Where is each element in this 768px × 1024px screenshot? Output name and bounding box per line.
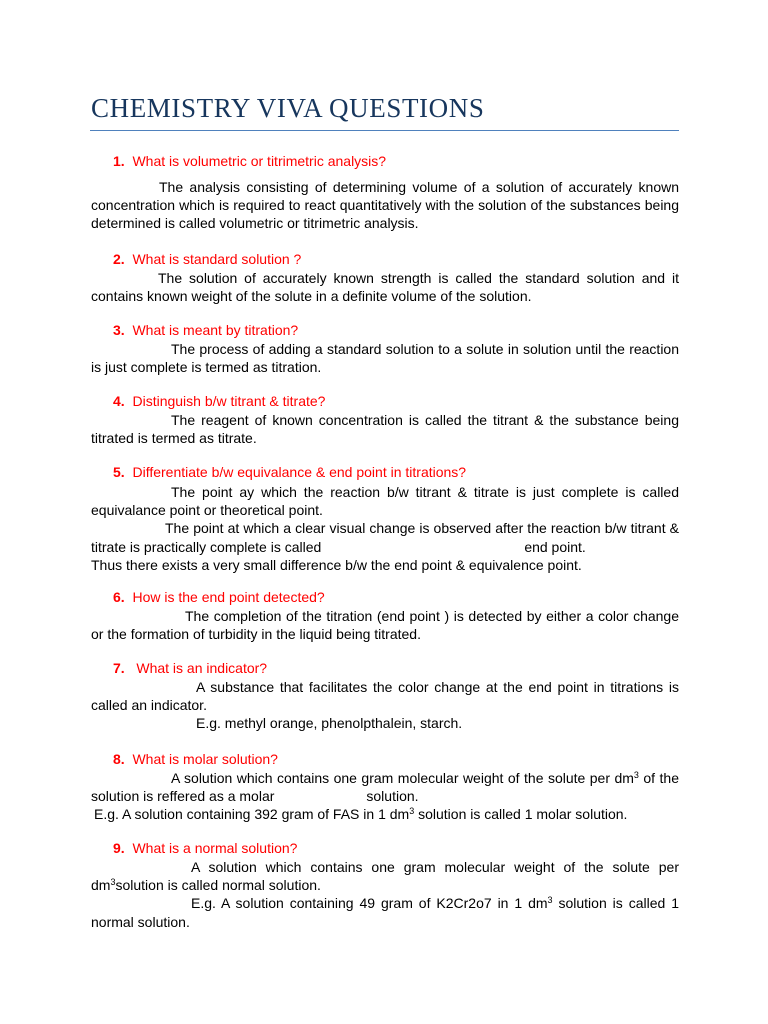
question-text: What is meant by titration? [132, 322, 299, 338]
answer-8 [91, 769, 679, 824]
answer-sentence: end point. [524, 538, 586, 555]
question-7 [113, 660, 679, 677]
superscript: 3 [633, 770, 639, 780]
answer-paragraph: The completion of the titration (end point ) is detected by either a color change or the formation of turbidity in the liquid being titrated. [91, 608, 679, 643]
answer-sentence: A solution which contains one gram molecular weight of the solute per dm [91, 859, 679, 894]
answer-paragraph [91, 769, 679, 805]
question-2 [113, 251, 679, 268]
question-number: 2. [113, 251, 125, 267]
answer-sentence: solution is called 1 molar solution. [414, 806, 628, 823]
question-number: 4. [113, 393, 125, 409]
question-text: What is standard solution ? [132, 251, 302, 267]
answer-sentence: solution. [366, 788, 419, 805]
answer-paragraph [91, 858, 679, 894]
question-number: 6. [113, 589, 125, 605]
answer-sentence: The point at which a clear visual change is observed after the reaction b/w titrant & titrate is practically complete is called [91, 520, 679, 555]
superscript: 3 [110, 877, 116, 888]
question-text: Distinguish b/w titrant & titrate? [132, 393, 326, 409]
answer-sentence: A solution which contains one gram molecular weight of the solute per dm [171, 770, 634, 786]
answer-3 [91, 340, 679, 376]
question-number: 5. [113, 464, 125, 480]
answer-paragraph: The reagent of known concentration is called the titrant & the substance being titrated is termed as titrate. [91, 412, 679, 447]
question-5 [113, 464, 679, 481]
title-underline [90, 130, 679, 131]
answer-4 [91, 411, 679, 447]
question-text: What is an indicator? [136, 660, 268, 676]
superscript: 3 [547, 895, 553, 906]
answer-sentence: solution is called normal solution. [115, 877, 321, 894]
question-text: How is the end point detected? [132, 589, 325, 605]
answer-paragraph: The analysis consisting of determining volume of a solution of accurately known concentration which is required to react quantitatively with the solution of the substances being determined is called volumetric or titrimetric analysis. [91, 179, 679, 232]
page-title: CHEMISTRY VIVA QUESTIONS [91, 93, 485, 123]
answer-sentence: of the solution is reffered as a molar [91, 770, 680, 805]
question-9 [113, 840, 679, 857]
answer-example [91, 894, 679, 930]
answer-example: E.g. methyl orange, phenolpthalein, starch. [196, 715, 463, 732]
answer-sentence: E.g. A solution containing 49 gram of K2Cr2o7 in 1 dm [191, 895, 548, 912]
question-4 [113, 393, 679, 410]
answer-sentence: solution is called 1 normal solution. [91, 895, 679, 930]
answer-sentence: E.g. A solution containing 392 gram of FAS in 1 dm [94, 806, 410, 823]
question-3 [113, 322, 679, 339]
answer-paragraph: The process of adding a standard solution to a solute in solution until the reaction is just complete is termed as titration. [91, 341, 679, 376]
answer-paragraph: The point ay which the reaction b/w titrant & titrate is just complete is called equivalance point or theoretical point. [91, 484, 679, 519]
question-text: Differentiate b/w equivalance & end point in titrations? [132, 464, 467, 480]
answer-paragraph [91, 519, 679, 555]
answer-6 [91, 607, 679, 643]
question-number: 1. [113, 153, 125, 169]
question-text: What is molar solution? [132, 751, 278, 767]
answer-paragraph: Thus there exists a very small difference b/w the end point & equivalence point. [91, 556, 582, 573]
answer-5 [91, 483, 679, 574]
answer-1 [91, 178, 679, 233]
question-number: 9. [113, 840, 125, 856]
answer-9 [91, 858, 679, 931]
answer-paragraph: A substance that facilitates the color change at the end point in titrations is called an indicator. [91, 679, 679, 714]
answer-2 [91, 269, 679, 305]
superscript: 3 [409, 806, 415, 817]
answer-paragraph: The solution of accurately known strength is called the standard solution and it contains known weight of the solute in a definite volume of the solution. [91, 270, 679, 305]
question-text: What is a normal solution? [132, 840, 298, 856]
question-8 [113, 751, 679, 768]
question-number: 8. [113, 751, 125, 767]
answer-7 [91, 678, 679, 733]
question-number: 3. [113, 322, 125, 338]
question-text: What is volumetric or titrimetric analysis? [132, 153, 387, 169]
question-1 [113, 153, 679, 170]
question-number: 7. [113, 660, 125, 676]
answer-example [94, 805, 679, 823]
question-6 [113, 589, 679, 606]
